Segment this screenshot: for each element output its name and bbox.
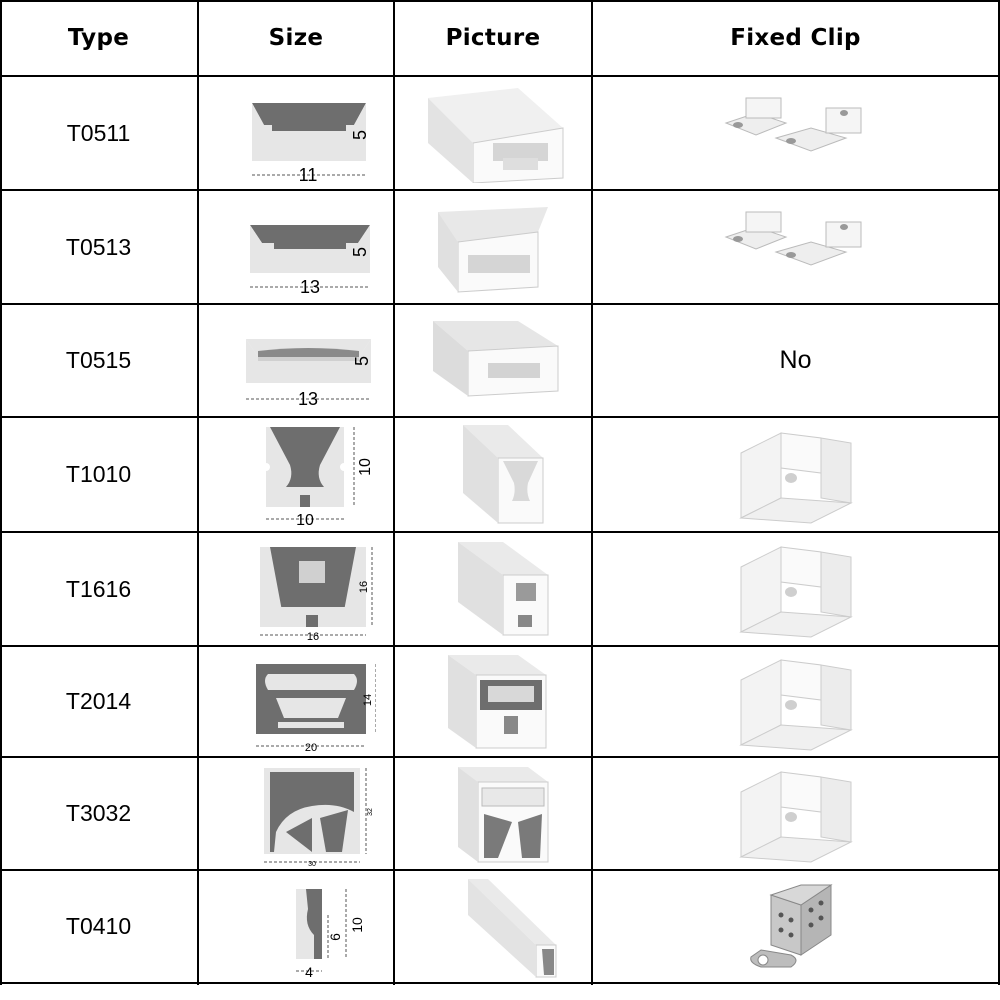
size-diagram: [199, 871, 393, 982]
header-picture: Picture: [445, 25, 541, 51]
type-label: T0515: [65, 347, 132, 373]
type-label: T3032: [65, 800, 132, 826]
flat-clip-pair-icon: [593, 77, 998, 189]
no-clip-text: [593, 305, 998, 416]
table-row: [0, 191, 1000, 303]
size-height: 32: [367, 807, 374, 816]
header-size: Size: [268, 25, 324, 51]
header-type: Type: [67, 25, 130, 51]
table-row: [0, 758, 1000, 869]
header-fixed-clip: Fixed Clip: [730, 25, 861, 51]
size-width: 13: [297, 388, 319, 409]
size-height-small: 6: [327, 932, 343, 941]
table-row: [0, 305, 1000, 416]
size-diagram: [199, 533, 393, 645]
product-picture: [395, 77, 591, 189]
product-picture: [395, 758, 591, 869]
size-diagram: [199, 305, 393, 416]
table-row: [0, 647, 1000, 756]
size-diagram: [199, 647, 393, 756]
table-row: [0, 533, 1000, 645]
product-picture: [395, 191, 591, 303]
size-height: 10: [357, 457, 374, 476]
product-picture: [395, 871, 591, 982]
metal-bracket-icon: [593, 871, 998, 982]
size-diagram: [199, 758, 393, 869]
type-label: T2014: [65, 688, 132, 714]
u-clip-icon: [593, 418, 998, 531]
type-label: T1010: [65, 461, 132, 487]
size-height: 14: [362, 693, 374, 706]
size-width: 13: [299, 277, 321, 297]
size-diagram: [199, 418, 393, 531]
no-clip-label: No: [779, 346, 812, 374]
size-width: 10: [296, 511, 314, 527]
table-row: [0, 77, 1000, 189]
size-width: 11: [298, 165, 318, 183]
size-height: 5: [350, 246, 370, 258]
type-label: T0410: [65, 913, 132, 939]
table-row: [0, 418, 1000, 531]
product-picture: [395, 533, 591, 645]
flat-clip-pair-icon: [593, 191, 998, 303]
u-clip-icon: [593, 533, 998, 645]
size-diagram: [199, 191, 393, 303]
type-label: T0511: [66, 119, 131, 146]
size-width: 30: [308, 860, 316, 866]
size-width: 20: [304, 741, 318, 754]
u-clip-icon: [593, 647, 998, 756]
table-row: [0, 871, 1000, 982]
type-label: T0513: [65, 233, 132, 260]
size-height: 5: [350, 129, 370, 141]
size-width: 16: [306, 631, 320, 641]
grid-line: [0, 982, 1000, 984]
size-height: 5: [352, 355, 372, 366]
product-picture: [395, 305, 591, 416]
type-label: T1616: [65, 575, 132, 602]
product-picture: [395, 647, 591, 756]
size-width: 4: [305, 963, 313, 979]
u-clip-icon: [593, 758, 998, 869]
product-picture: [395, 418, 591, 531]
size-diagram: [199, 77, 393, 189]
size-height: 16: [358, 580, 370, 594]
size-height: 10: [349, 916, 365, 933]
